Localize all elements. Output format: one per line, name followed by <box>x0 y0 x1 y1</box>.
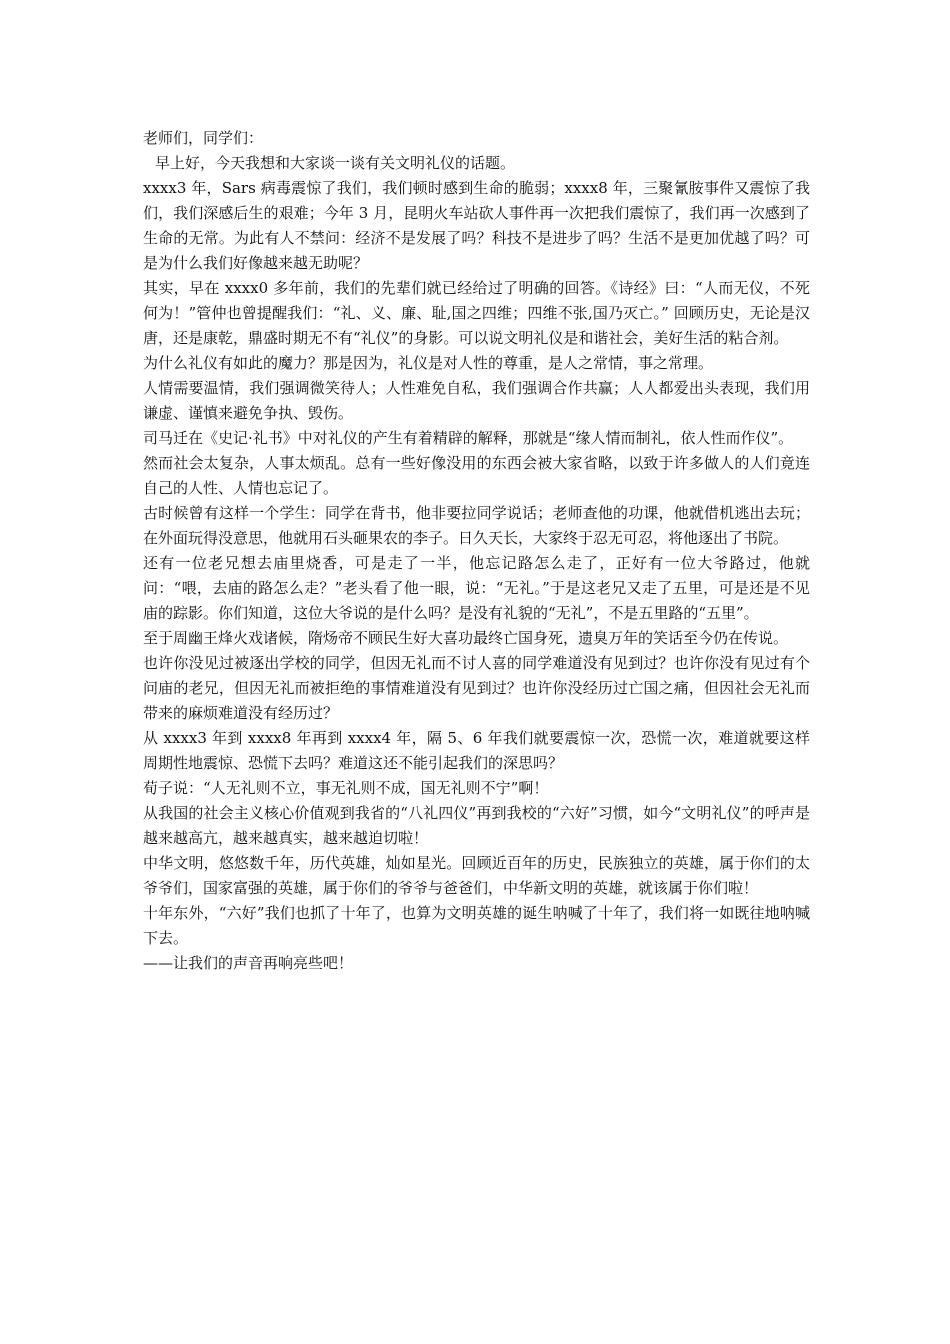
paragraph-greeting: 早上好，今天我想和大家谈一谈有关文明礼仪的话题。 <box>155 154 516 172</box>
paragraph: 荀子说：“人无礼则不立，事无礼则不成，国无礼则不宁”啊！ <box>143 779 549 797</box>
paragraph: 人情需要温情，我们强调微笑待人；人性难免自私，我们强调合作共赢；人人都爱出头表现，我们用谦虚、谨慎来避免争执、毁伤。 <box>143 379 810 422</box>
paragraph: 至于周幽王烽火戏诸候，隋炀帝不顾民生好大喜功最终亡国身死，遗臭万年的笑话至今仍在传说。 <box>143 629 789 647</box>
paragraph: 从我国的社会主义核心价值观到我省的“八礼四仪”再到我校的“六好”习惯，如今“文明礼仪”的呼声是越来越高亢，越来越真实，越来越迫切啦！ <box>143 804 810 847</box>
paragraph: 古时候曾有这样一个学生：同学在背书，他非要拉同学说话；老师查他的功课，他就借机逃出去玩；在外面玩得没意思，他就用石头砸果农的李子。日久天长，大家终于忍无可忍，将他逐出了书院。 <box>143 504 810 547</box>
salutation: 老师们，同学们： <box>143 129 264 147</box>
paragraph: 也许你没见过被逐出学校的同学，但因无礼而不讨人喜的同学难道没有见到过？也许你没有见过有个问庙的老兄，但因无礼而被拒绝的事情难道没有见到过？也许你没经历过亡国之痛，但因社会无礼而带来的麻烦难道没有经历过？ <box>143 654 810 722</box>
paragraph: 其实，早在 xxxx0 多年前，我们的先辈们就已经给过了明确的回答。《诗经》曰：“人而无仪，不死何为！”管仲也曾提醒我们：“礼、义、廉、耻,国之四维；四维不张,国乃灭亡。” 回顾历史，无论是汉唐，还是康乾，鼎盛时期无不有“礼仪”的身影。可以说文明礼仪是和谐社会，美好生活的粘合剂。 <box>143 279 810 347</box>
paragraph: 中华文明，悠悠数千年，历代英雄，灿如星光。回顾近百年的历史，民族独立的英雄，属于你们的太爷爷们，国家富强的英雄，属于你们的爷爷与爸爸们，中华新文明的英雄，就该属于你们啦！ <box>143 854 810 897</box>
speech-body <box>143 126 810 976</box>
paragraph: 从 xxxx3 年到 xxxx8 年再到 xxxx4 年，隔 5、6 年我们就要震惊一次，恐慌一次，难道就要这样周期性地震惊、恐慌下去吗？难道这还不能引起我们的深思吗？ <box>143 729 810 772</box>
paragraph: 司马迁在《史记·礼书》中对礼仪的产生有着精辟的解释，那就是“缘人情而制礼，依人性而作仪”。 <box>143 429 794 447</box>
paragraph: 然而社会太复杂，人事太烦乱。总有一些好像没用的东西会被大家省略，以致于许多做人的人们竟连自己的人性、人情也忘记了。 <box>143 454 810 497</box>
paragraph: 还有一位老兄想去庙里烧香，可是走了一半，他忘记路怎么走了，正好有一位大爷路过，他就问：“喂，去庙的路怎么走？”老头看了他一眼，说：“无礼。”于是这老兄又走了五里，可是还是不见庙的踪影。你们知道，这位大爷说的是什么吗？是没有礼貌的“无礼”，不是五里路的“五里”。 <box>143 554 810 622</box>
closing-line: ——让我们的声音再响亮些吧！ <box>143 954 354 972</box>
paragraph: 为什么礼仪有如此的魔力？那是因为，礼仪是对人性的尊重，是人之常情，事之常理。 <box>143 354 714 372</box>
paragraph: xxxx3 年，Sars 病毒震惊了我们，我们顿时感到生命的脆弱；xxxx8 年，三聚氰胺事件又震惊了我们，我们深感后生的艰难；今年 3 月，昆明火车站砍人事件再一次把我们震惊了，我们再一次感到了生命的无常。为此有人不禁问：经济不是发展了吗？科技不是进步了吗？生活不是更加优越了吗？可是为什么我们好像越来越无助呢？ <box>143 179 810 272</box>
paragraph: 十年东外，“六好”我们也抓了十年了，也算为文明英雄的诞生呐喊了十年了，我们将一如既往地呐喊下去。 <box>143 904 810 947</box>
